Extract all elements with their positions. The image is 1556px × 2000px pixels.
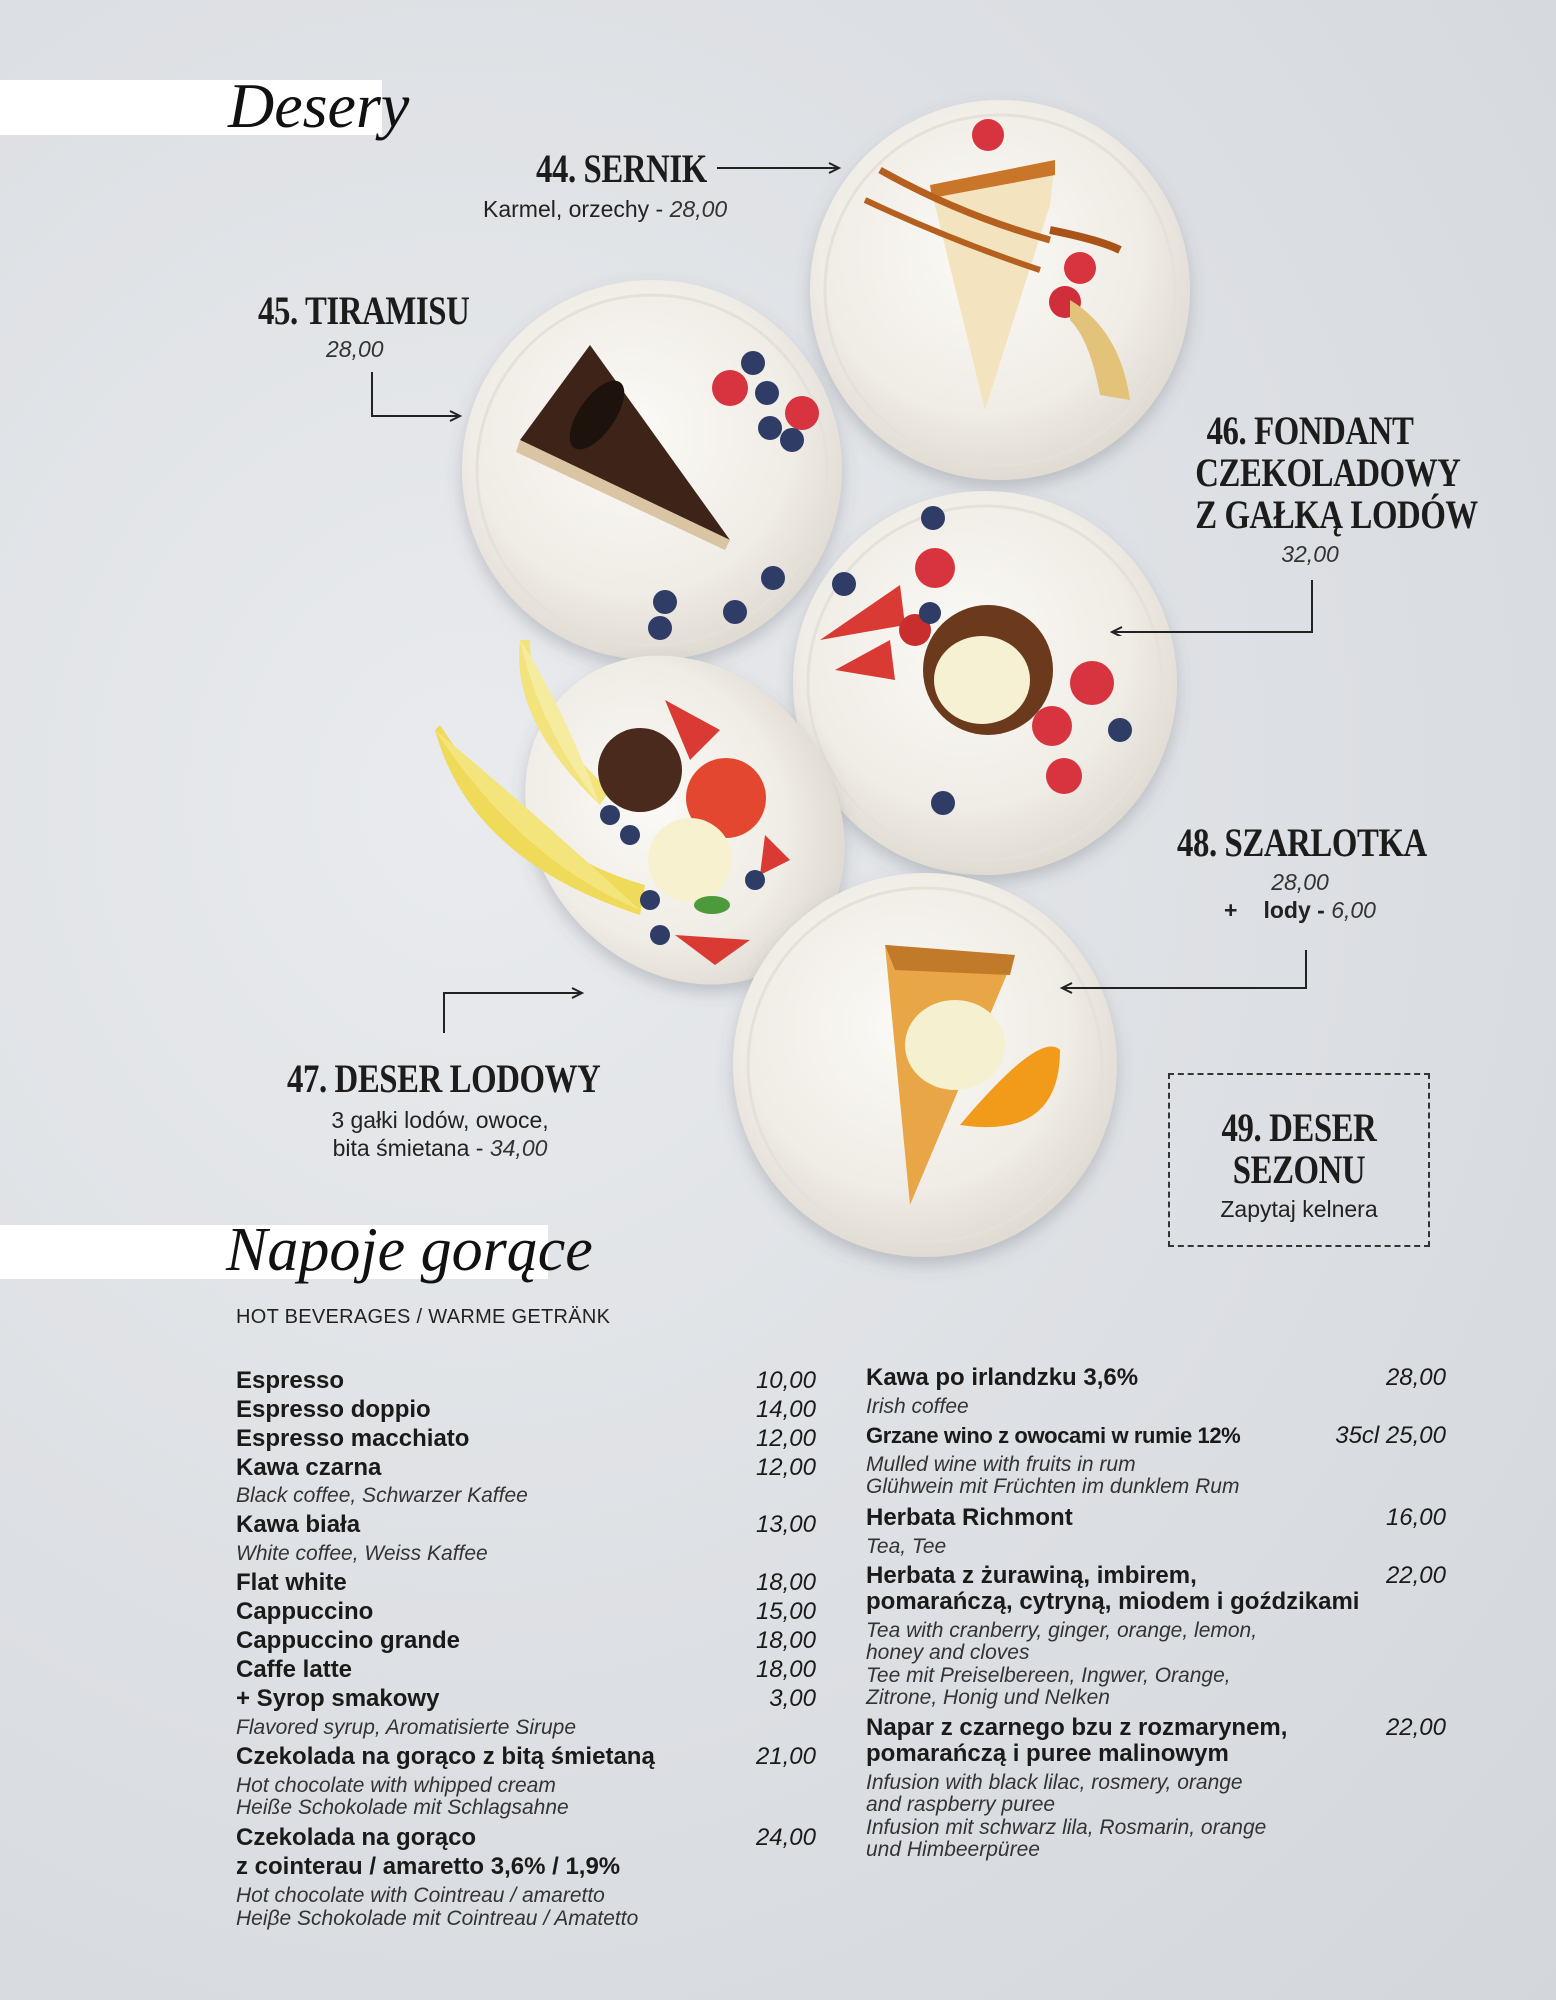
- sernik-arrow: [717, 160, 847, 176]
- bev-herbata-richmont: Herbata Richmont: [866, 1504, 1073, 1531]
- bev-syrop: + Syrop smakowy: [236, 1685, 440, 1712]
- bev-espresso-macchiato-price: 12,00: [755, 1425, 816, 1452]
- bev-herbata-zurawina-sub-3: Tee mit Preiselbereen, Ingwer, Orange,: [866, 1664, 1231, 1687]
- bev-espresso-doppio-price: 14,00: [755, 1396, 816, 1423]
- bev-napar-bzu-price: 22,00: [1385, 1714, 1446, 1741]
- bev-kawa-czarna-price: 12,00: [755, 1454, 816, 1481]
- tiramisu-title: 45. TIRAMISU: [258, 288, 470, 333]
- bev-herbata-zurawina-sub-4: Zitrone, Honig und Nelken: [866, 1686, 1110, 1709]
- beverages-right-column: [866, 1363, 1446, 1883]
- bev-czekolada-cointreau-sub-2: Heiβe Schokolade mit Cointreau / Amatetto: [236, 1907, 639, 1930]
- bev-flat-white-price: 18,00: [755, 1569, 816, 1596]
- fondant-title-line3: Z GAŁKĄ LODÓW: [1195, 492, 1478, 537]
- bev-napar-bzu-line2: pomarańczą i puree malinowym: [866, 1740, 1229, 1767]
- bev-syrop-sub: Flavored syrup, Aromatisierte Sirupe: [236, 1716, 577, 1739]
- bev-espresso-price: 10,00: [755, 1367, 816, 1394]
- bev-herbata-zurawina-price: 22,00: [1385, 1562, 1446, 1589]
- deser-sezonu-title-line1: 49. DESER: [1221, 1105, 1377, 1150]
- bev-grzane-wino-sub-2: Glühwein mit Früchten im dunklem Rum: [866, 1475, 1240, 1498]
- bev-czekolada-smietana: Czekolada na gorąco z bitą śmietaną: [236, 1743, 655, 1770]
- bev-herbata-zurawina-line2: pomarańczą, cytryną, miodem i goździkami: [866, 1588, 1360, 1615]
- bev-cappuccino-price: 15,00: [755, 1598, 816, 1625]
- fondant-price: 32,00: [1281, 541, 1339, 567]
- bev-herbata-zurawina-sub-2: honey and cloves: [866, 1641, 1030, 1664]
- sernik-title: 44. SERNIK: [536, 146, 707, 191]
- bev-herbata-richmont-sub: Tea, Tee: [866, 1535, 947, 1558]
- sernik-description: [483, 195, 727, 223]
- deser-lodowy-title: 47. DESER LODOWY: [287, 1056, 601, 1101]
- bev-czekolada-cointreau-price: 24,00: [755, 1824, 816, 1851]
- desserts-section-title: Desery: [228, 70, 410, 141]
- tiramisu-price: 28,00: [326, 336, 384, 362]
- deser-lodowy-desc-text: bita śmietana -: [332, 1135, 490, 1161]
- bev-kawa-irlandzku-price: 28,00: [1385, 1364, 1446, 1391]
- beverages-section-title: Napoje gorące: [226, 1216, 593, 1284]
- bev-grzane-wino-sub-1: Mulled wine with fruits in rum: [866, 1453, 1136, 1476]
- bev-czekolada-cointreau-sub-1: Hot chocolate with Cointreau / amaretto: [236, 1884, 605, 1907]
- szarlotka-price: 28,00: [1271, 869, 1329, 895]
- bev-grzane-wino: Grzane wino z owocami w rumie 12%: [866, 1423, 1241, 1448]
- bev-caffe-latte-price: 18,00: [755, 1656, 816, 1683]
- deser-lodowy-desc-line2: [280, 1134, 600, 1162]
- bev-herbata-zurawina-sub-1: Tea with cranberry, ginger, orange, lemon,: [866, 1619, 1258, 1642]
- bev-kawa-biala: Kawa biała: [236, 1511, 361, 1538]
- bev-czekolada-cointreau-line2: z cointerau / amaretto 3,6% / 1,9%: [236, 1853, 621, 1880]
- deser-sezonu-description: Zapytaj kelnera: [1220, 1196, 1378, 1222]
- bev-espresso: Espresso: [236, 1367, 345, 1394]
- bev-napar-bzu-sub-1: Infusion with black lilac, rosmery, orange: [866, 1771, 1243, 1794]
- bev-napar-bzu-sub-4: und Himbeerpüree: [866, 1838, 1040, 1861]
- deser-lodowy-desc-line1: 3 gałki lodów, owoce,: [331, 1107, 549, 1133]
- bev-cappuccino-grande: Cappuccino grande: [236, 1627, 461, 1654]
- szarlotka-arrow: [1058, 950, 1318, 1000]
- szarlotka-addon-price: 6,00: [1331, 897, 1376, 923]
- bev-herbata-zurawina: Herbata z żurawiną, imbirem,: [866, 1562, 1197, 1589]
- deser-lodowy-price: 34,00: [489, 1135, 548, 1161]
- szarlotka-label: [1150, 822, 1450, 924]
- bev-kawa-irlandzku-sub: Irish coffee: [866, 1395, 969, 1418]
- deser-lodowy-arrow: [440, 985, 590, 1035]
- fondant-arrow: [1108, 580, 1318, 636]
- bev-flat-white: Flat white: [236, 1569, 347, 1596]
- bev-herbata-richmont-price: 16,00: [1385, 1504, 1446, 1531]
- szarlotka-addon: [1150, 896, 1450, 924]
- bev-kawa-biala-price: 13,00: [755, 1511, 816, 1538]
- bev-napar-bzu-sub-2: and raspberry puree: [866, 1793, 1056, 1816]
- szarlotka-title: 48. SZARLOTKA: [1177, 820, 1427, 865]
- fondant-title-line1: 46. FONDANT: [1206, 408, 1414, 453]
- deser-lodowy-description: [280, 1106, 600, 1162]
- tiramisu-arrow: [368, 372, 468, 422]
- bev-czekolada-smietana-sub-2: Heiße Schokolade mit Schlagsahne: [236, 1796, 569, 1819]
- bev-cappuccino: Cappuccino: [236, 1598, 374, 1625]
- beverages-left-column: [236, 1366, 816, 1946]
- bev-kawa-biala-sub: White coffee, Weiss Kaffee: [236, 1542, 488, 1565]
- beverages-subtitle: HOT BEVERAGES / WARME GETRÄNK: [236, 1306, 611, 1328]
- bev-kawa-irlandzku: Kawa po irlandzku 3,6%: [866, 1364, 1139, 1391]
- bev-czekolada-cointreau: Czekolada na gorąco: [236, 1824, 477, 1851]
- bev-kawa-czarna: Kawa czarna: [236, 1454, 382, 1481]
- bev-espresso-macchiato: Espresso macchiato: [236, 1425, 470, 1452]
- fondant-title: [1170, 408, 1478, 568]
- bev-czekolada-smietana-price: 21,00: [755, 1743, 816, 1770]
- sernik-price: 28,00: [669, 196, 728, 222]
- szarlotka-addon-label: lody -: [1263, 897, 1332, 923]
- bev-napar-bzu: Napar z czarnego bzu z rozmarynem,: [866, 1714, 1288, 1741]
- deser-sezonu-box: [1168, 1073, 1430, 1247]
- bev-czekolada-smietana-sub-1: Hot chocolate with whipped cream: [236, 1774, 556, 1797]
- bev-caffe-latte: Caffe latte: [236, 1656, 353, 1683]
- deser-sezonu-title-line2: SEZONU: [1232, 1147, 1366, 1192]
- bev-syrop-price: 3,00: [769, 1685, 816, 1712]
- bev-kawa-czarna-sub: Black coffee, Schwarzer Kaffee: [236, 1484, 528, 1507]
- bev-cappuccino-grande-price: 18,00: [755, 1627, 816, 1654]
- bev-napar-bzu-sub-3: Infusion mit schwarz lila, Rosmarin, orange: [866, 1816, 1267, 1839]
- szarlotka-addon-plus: +: [1224, 897, 1238, 923]
- bev-grzane-wino-price: 35cl 25,00: [1335, 1422, 1446, 1449]
- sernik-desc-text: Karmel, orzechy -: [483, 196, 670, 222]
- fondant-title-line2: CZEKOLADOWY: [1195, 450, 1461, 495]
- bev-espresso-doppio: Espresso doppio: [236, 1396, 431, 1423]
